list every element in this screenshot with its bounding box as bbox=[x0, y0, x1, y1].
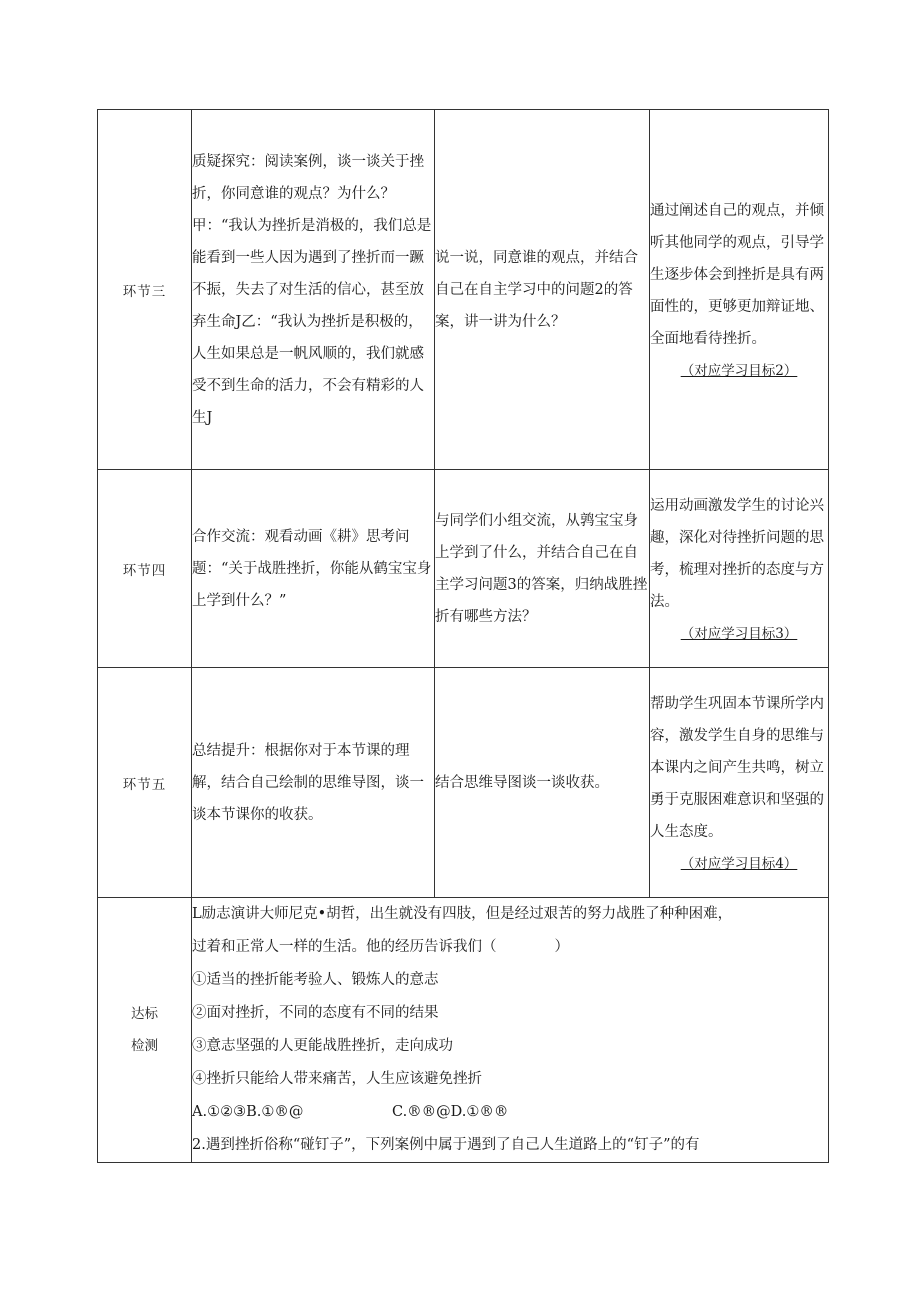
student-activity-text: 说一说，同意谁的观点，并结合自己在自主学习中的问题2的答案，讲一讲为什么？ bbox=[435, 249, 638, 330]
question-2: 2.遇到挫折俗称“碰钉子”，下列案例中属于遇到了自己人生道路上的“钉子”的有 bbox=[192, 1137, 700, 1153]
answer-options-ab: A.①②③B.①®@ bbox=[192, 1104, 304, 1120]
design-intent bbox=[650, 470, 829, 668]
teacher-activity bbox=[192, 470, 435, 668]
student-activity bbox=[435, 470, 650, 668]
question-1-line-2: 过着和正常人一样的生活。他的经历告诉我们（ ） bbox=[192, 939, 569, 955]
statement-2: ②面对挫折，不同的态度有不同的结果 bbox=[192, 1005, 439, 1021]
test-questions bbox=[192, 898, 829, 1163]
learning-goal: （对应学习目标2） bbox=[680, 362, 798, 379]
design-intent bbox=[650, 110, 829, 470]
lesson-plan-table bbox=[97, 109, 829, 1163]
student-activity-text: 结合思维导图谈一谈收获。 bbox=[435, 774, 609, 791]
teacher-activity bbox=[192, 668, 435, 898]
test-label: 达标 检测 bbox=[98, 898, 192, 1163]
stage-row-5 bbox=[98, 668, 829, 898]
learning-goal: （对应学习目标3） bbox=[680, 625, 798, 642]
test-row bbox=[98, 898, 829, 1163]
answer-options-cd: C.®®@D.①®® bbox=[392, 1104, 509, 1120]
statement-1: ①适当的挫折能考验人、锻炼人的意志 bbox=[192, 972, 439, 988]
stage-label: 环节五 bbox=[98, 668, 192, 898]
answer-options bbox=[192, 1096, 828, 1129]
student-activity bbox=[435, 668, 650, 898]
teacher-activity-text: 质疑探究：阅读案例，谈一谈关于挫折，你同意谁的观点？为什么？甲：“我认为挫折是消极的，我们总是能看到一些人因为遇到了挫折而一蹶不振，失去了对生活的信心，甚至放弃生命J乙：“我认为挫折是积极的，人生如果总是一帆风顺的，我们就感受不到生命的活力，不会有精彩的人生J bbox=[192, 153, 432, 426]
design-intent bbox=[650, 668, 829, 898]
student-activity-text: 与同学们小组交流，从鹑宝宝身上学到了什么，并结合自己在自主学习问题3的答案，归纳战胜挫折有哪些方法？ bbox=[435, 512, 648, 625]
design-intent-text: 帮助学生巩固本节课所学内容，激发学生自身的思维与本课内之间产生共鸣，树立勇于克服困难意识和坚强的人生态度。 bbox=[650, 695, 824, 840]
teacher-activity-text: 合作交流：观看动画《耕》思考问题：“关于战胜挫折，你能从鹤宝宝身上学到什么？” bbox=[192, 528, 432, 609]
student-activity bbox=[435, 110, 650, 470]
teacher-activity-text: 总结提升：根据你对于本节课的理解，结合自己绘制的思维导图，谈一谈本节课你的收获。 bbox=[192, 742, 424, 823]
statement-3: ③意志坚强的人更能战胜挫折，走向成功 bbox=[192, 1038, 453, 1054]
design-intent-text: 运用动画激发学生的讨论兴趣，深化对待挫折问题的思考，梳理对挫折的态度与方法。 bbox=[650, 497, 824, 610]
design-intent-text: 通过阐述自己的观点，并倾听其他同学的观点，引导学生逐步体会到挫折是具有两面性的，更够更加辩证地、全面地看待挫折。 bbox=[650, 202, 824, 347]
statement-4: ④挫折只能给人带来痛苦，人生应该避免挫折 bbox=[192, 1071, 482, 1087]
stage-row-4 bbox=[98, 470, 829, 668]
stage-label: 环节三 bbox=[98, 110, 192, 470]
learning-goal: （对应学习目标4） bbox=[680, 855, 798, 872]
question-1-line-1: L励志演讲大师尼克•胡哲，出生就没有四肢，但是经过艰苦的努力战胜了种种困难， bbox=[192, 906, 733, 922]
stage-label: 环节四 bbox=[98, 470, 192, 668]
teacher-activity bbox=[192, 110, 435, 470]
stage-row-3 bbox=[98, 110, 829, 470]
